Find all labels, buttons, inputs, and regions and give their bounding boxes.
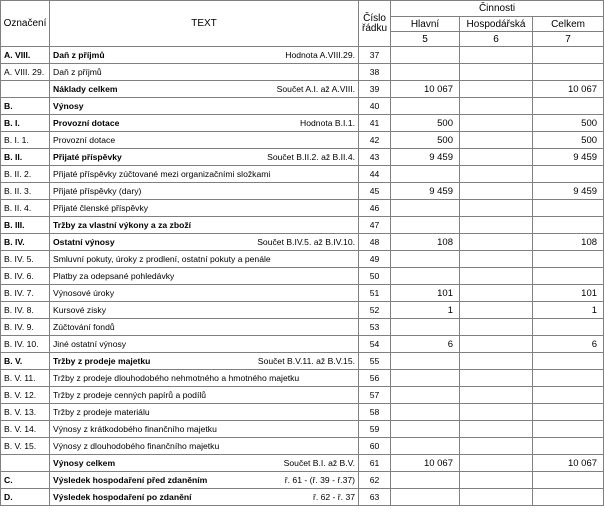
row-value-economic [460,370,533,387]
row-label: Tržby z prodeje dlouhodobého nehmotného a hmotného majetku [53,373,300,383]
row-text-cell [50,353,359,370]
row-value-total [533,387,604,404]
table-row [1,251,604,268]
row-value-economic [460,302,533,319]
row-value-main [391,472,460,489]
row-value-main [391,438,460,455]
row-formula: Hodnota A.VIII.29. [285,50,355,60]
table-row [1,455,604,472]
header-designation: Označení [1,1,50,47]
row-code: B. III. [1,217,50,234]
row-formula: Součet A.I. až A.VIII. [276,84,355,94]
row-label: Výsledek hospodaření před zdaněním [53,475,208,485]
row-label: Jiné ostatní výnosy [53,339,127,349]
row-text-cell [50,81,359,98]
row-value-main [391,251,460,268]
row-value-main [391,166,460,183]
row-value-economic [460,183,533,200]
row-text-cell [50,200,359,217]
row-value-total [533,217,604,234]
row-value-main [391,200,460,217]
row-value-main: 10 067 [391,455,460,472]
row-number: 53 [359,319,391,336]
row-label: Zúčtování fondů [53,322,115,332]
row-code: B. I. 1. [1,132,50,149]
table-body [1,47,604,506]
row-value-main [391,217,460,234]
row-value-total: 1 [533,302,604,319]
row-number: 50 [359,268,391,285]
header-row-number-line2: řádku [361,22,387,34]
table-row [1,336,604,353]
row-number: 41 [359,115,391,132]
row-value-economic [460,132,533,149]
row-value-economic [460,421,533,438]
row-number: 58 [359,404,391,421]
header-col-economic-number: 6 [460,32,533,47]
row-number: 61 [359,455,391,472]
row-code: B. II. 4. [1,200,50,217]
row-value-main: 9 459 [391,149,460,166]
row-code: B. V. 14. [1,421,50,438]
row-value-main [391,370,460,387]
row-value-economic [460,489,533,506]
row-value-total [533,472,604,489]
row-value-economic [460,98,533,115]
row-value-main [391,319,460,336]
row-number: 56 [359,370,391,387]
row-value-economic [460,336,533,353]
row-text-cell [50,336,359,353]
row-value-economic [460,268,533,285]
header-activities: Činnosti [391,1,604,17]
header-text: TEXT [50,1,359,47]
row-value-total: 6 [533,336,604,353]
table-row [1,404,604,421]
row-text-cell [50,438,359,455]
row-number: 44 [359,166,391,183]
table-row [1,353,604,370]
row-number: 47 [359,217,391,234]
row-value-main [391,268,460,285]
row-value-economic [460,387,533,404]
row-number: 60 [359,438,391,455]
header-economic: Hospodářská [460,17,533,32]
row-number: 46 [359,200,391,217]
row-label: Provozní dotace [53,118,120,128]
row-number: 59 [359,421,391,438]
row-value-main [391,387,460,404]
row-value-total [533,166,604,183]
row-value-main: 108 [391,234,460,251]
row-value-economic [460,285,533,302]
table-row [1,387,604,404]
row-number: 45 [359,183,391,200]
row-label: Tržby z prodeje cenných papírů a podílů [53,390,207,400]
row-value-economic [460,319,533,336]
row-value-total [533,370,604,387]
row-label: Daň z příjmů [53,50,105,60]
header-row-number [359,1,391,47]
row-formula: Součet B.IV.5. až B.IV.10. [257,237,355,247]
row-value-economic [460,149,533,166]
table-row [1,81,604,98]
row-label: Smluvní pokuty, úroky z prodlení, ostatní pokuty a penále [53,254,271,264]
row-number: 43 [359,149,391,166]
row-label: Daň z příjmů [53,67,102,77]
table-row [1,149,604,166]
row-value-economic [460,166,533,183]
row-value-total [533,98,604,115]
row-text-cell [50,370,359,387]
row-code: B. IV. 8. [1,302,50,319]
row-value-economic [460,81,533,98]
row-value-total: 500 [533,132,604,149]
row-label: Výsledek hospodaření po zdanění [53,492,192,502]
row-code: C. [1,472,50,489]
table-row [1,98,604,115]
row-code: B. IV. 7. [1,285,50,302]
row-value-main: 1 [391,302,460,319]
row-label: Výnosy z krátkodobého finančního majetku [53,424,217,434]
table-row [1,234,604,251]
row-formula: ř. 61 - (ř. 39 - ř.37) [284,475,355,485]
row-value-economic [460,217,533,234]
row-code: B. V. [1,353,50,370]
row-text-cell [50,98,359,115]
row-text-cell [50,319,359,336]
row-text-cell [50,421,359,438]
row-value-total [533,64,604,81]
row-number: 57 [359,387,391,404]
row-number: 63 [359,489,391,506]
table-row [1,268,604,285]
table-row [1,47,604,64]
table-row [1,370,604,387]
row-label: Tržby z prodeje majetku [53,356,151,366]
row-label: Platby za odepsané pohledávky [53,271,175,281]
table-row [1,302,604,319]
row-label: Kursové zisky [53,305,107,315]
row-value-economic [460,353,533,370]
row-value-total [533,200,604,217]
row-label: Přijaté členské příspěvky [53,203,149,213]
row-number: 38 [359,64,391,81]
row-code [1,455,50,472]
row-text-cell [50,149,359,166]
row-value-total: 9 459 [533,149,604,166]
row-value-total: 9 459 [533,183,604,200]
header-total: Celkem [533,17,604,32]
row-value-total [533,404,604,421]
header-col-total-number: 7 [533,32,604,47]
row-label: Tržby za vlastní výkony a za zboží [53,220,192,230]
row-text-cell [50,455,359,472]
row-formula: Hodnota B.I.1. [300,118,355,128]
row-code: B. V. 11. [1,370,50,387]
row-code [1,81,50,98]
row-value-total: 101 [533,285,604,302]
row-value-main [391,47,460,64]
header-col-main-number: 5 [391,32,460,47]
row-value-economic [460,455,533,472]
header-row-number-line1: Číslo [363,12,386,24]
row-label: Výnosy celkem [53,458,116,468]
table-row [1,438,604,455]
row-text-cell [50,115,359,132]
row-value-main: 9 459 [391,183,460,200]
row-text-cell [50,166,359,183]
row-value-total [533,47,604,64]
table-row [1,200,604,217]
row-value-economic [460,251,533,268]
row-number: 62 [359,472,391,489]
row-number: 37 [359,47,391,64]
row-code: B. [1,98,50,115]
row-text-cell [50,64,359,81]
row-value-economic [460,64,533,81]
row-label: Výnosy z dlouhodobého finančního majetku [53,441,220,451]
row-formula: Součet B.II.2. až B.II.4. [267,152,355,162]
row-text-cell [50,183,359,200]
row-value-main [391,353,460,370]
table-row [1,64,604,81]
table-row [1,132,604,149]
row-value-total [533,319,604,336]
row-value-total [533,421,604,438]
row-label: Náklady celkem [53,84,118,94]
row-label: Výnosy [53,101,84,111]
row-text-cell [50,234,359,251]
table-row [1,217,604,234]
row-text-cell [50,387,359,404]
row-label: Přijaté příspěvky zúčtované mezi organizačními složkami [53,169,271,179]
row-number: 48 [359,234,391,251]
row-text-cell [50,268,359,285]
row-code: B. IV. 6. [1,268,50,285]
row-code: B. IV. [1,234,50,251]
table-row [1,421,604,438]
row-text-cell [50,472,359,489]
row-value-total: 500 [533,115,604,132]
row-code: A. VIII. 29. [1,64,50,81]
row-value-main [391,404,460,421]
row-text-cell [50,251,359,268]
row-value-total: 10 067 [533,455,604,472]
row-value-total [533,268,604,285]
row-code: B. IV. 5. [1,251,50,268]
table-row [1,166,604,183]
row-text-cell [50,47,359,64]
row-formula: Součet B.I. až B.V. [283,458,355,468]
row-code: B. V. 15. [1,438,50,455]
row-text-cell [50,489,359,506]
header-main: Hlavní [391,17,460,32]
row-code: B. I. [1,115,50,132]
row-value-main [391,421,460,438]
row-number: 54 [359,336,391,353]
row-code: B. V. 12. [1,387,50,404]
table-row [1,115,604,132]
row-value-total [533,438,604,455]
row-value-main [391,489,460,506]
row-number: 55 [359,353,391,370]
row-value-main: 6 [391,336,460,353]
row-number: 51 [359,285,391,302]
row-value-economic [460,438,533,455]
row-text-cell [50,217,359,234]
row-text-cell [50,285,359,302]
row-value-economic [460,47,533,64]
row-formula: ř. 62 - ř. 37 [312,492,355,502]
row-code: B. II. 3. [1,183,50,200]
row-label: Přijaté příspěvky (dary) [53,186,142,196]
row-value-main: 500 [391,115,460,132]
row-value-economic [460,404,533,421]
row-value-main: 500 [391,132,460,149]
row-value-economic [460,200,533,217]
row-label: Přijaté příspěvky [53,152,122,162]
row-value-main [391,98,460,115]
row-number: 42 [359,132,391,149]
row-text-cell [50,302,359,319]
row-text-cell [50,132,359,149]
row-code: B. II. 2. [1,166,50,183]
row-value-total: 10 067 [533,81,604,98]
table-row [1,319,604,336]
row-value-total [533,251,604,268]
row-code: B. V. 13. [1,404,50,421]
row-value-total [533,489,604,506]
row-number: 40 [359,98,391,115]
row-value-main [391,64,460,81]
row-label: Ostatní výnosy [53,237,115,247]
row-value-economic [460,234,533,251]
row-text-cell [50,404,359,421]
row-value-main: 101 [391,285,460,302]
table-row [1,285,604,302]
row-code: B. IV. 10. [1,336,50,353]
table-row [1,472,604,489]
row-code: B. IV. 9. [1,319,50,336]
row-value-economic [460,115,533,132]
row-value-total [533,353,604,370]
row-value-total: 108 [533,234,604,251]
table-row [1,489,604,506]
row-label: Tržby z prodeje materiálu [53,407,150,417]
row-code: B. II. [1,149,50,166]
row-label: Provozní dotace [53,135,116,145]
row-value-main: 10 067 [391,81,460,98]
row-code: A. VIII. [1,47,50,64]
row-value-economic [460,472,533,489]
row-number: 49 [359,251,391,268]
row-formula: Součet B.V.11. až B.V.15. [257,356,355,366]
table-row [1,183,604,200]
row-number: 39 [359,81,391,98]
row-label: Výnosové úroky [53,288,115,298]
row-code: D. [1,489,50,506]
row-number: 52 [359,302,391,319]
